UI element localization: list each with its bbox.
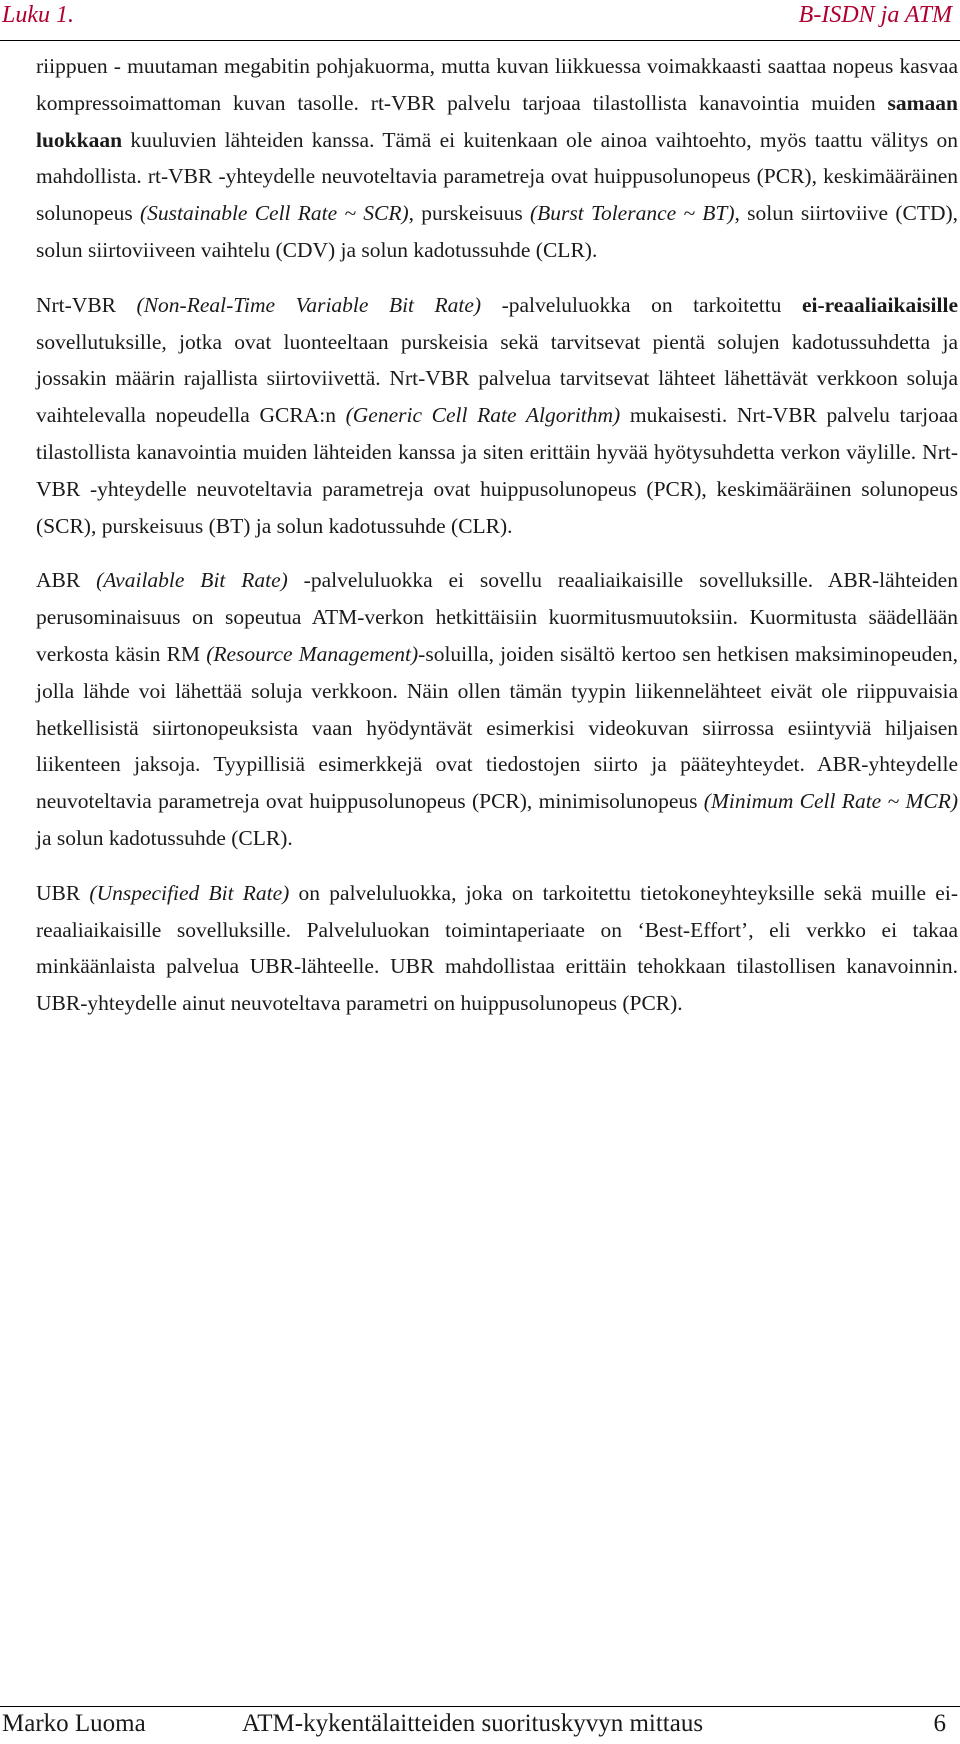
text-run: (Sustainable Cell Rate ~ SCR) bbox=[139, 201, 409, 226]
text-run: ei-reaaliaikaisille bbox=[801, 292, 958, 317]
text-run: (Generic Cell Rate Algorithm) bbox=[345, 403, 621, 428]
text-run: mukaisesti. Nrt-VBR palvelu tarjoaa tilastollista kanavointia muiden lähteiden kanssa ja siten erittäin hyvää hyötysuhdetta verkon väylille. Nrt-VBR -yhteydelle neuvoteltavia parametreja ovat huippusolunopeus (PCR), keskimääräinen solunopeus (SCR), purskeisuus (BT) ja solun kadotussuhde (CLR). bbox=[36, 403, 958, 538]
body-text bbox=[36, 48, 958, 1022]
text-run: -soluilla, joiden sisältö kertoo sen hetkisen maksiminopeuden, jolla lähde voi lähettää soluja verkkoon. Näin ollen tämän tyypin liikennelähteet eivät ole riippuvaisia hetkellisistä siirtonopeuksista vaan hyödyntävät esimerkisi videokuvan siirrossa esiintyviä hiljaisen liikenteen jaksoja. Tyypillisiä esimerkkejä ovat tiedostojen siirto ja pääteyhteydet. ABR-yhteydelle neuvoteltavia parametreja ovat huippusolunopeus (PCR), minimisolunopeus bbox=[36, 641, 959, 814]
page-footer bbox=[0, 1706, 960, 1744]
text-run: sovellutuksille, jotka ovat luonteeltaan purskeisia sekä tarvitsevat pientä solujen kadotussuhdetta ja jossakin määrin rajallista siirtoviivettä. Nrt-VBR palvelua tarvitsevat lähteet lähettävät verkkoon soluja vaihtelevalla nopeudella GCRA:n bbox=[36, 329, 958, 428]
paragraph-ubr bbox=[36, 875, 958, 1022]
text-run: (Minimum Cell Rate ~ MCR) bbox=[703, 789, 958, 814]
text-run: , purskeisuus bbox=[408, 201, 530, 226]
page-header bbox=[0, 0, 960, 41]
text-run: (Non-Real-Time Variable Bit Rate) bbox=[136, 292, 482, 317]
text-run: on palveluluokka, joka on tarkoitettu tietokoneyhteyksille sekä muille ei-reaaliaikaisille sovelluksille. Palveluluokan toimintaperiaate on ‘Best-Effort’, eli verkko ei takaa minkäänlaista palvelua UBR-lähteelle. UBR mahdollistaa erittäin tehokkaan tilastollisen kanavoinnin. UBR-yhteydelle ainut neuvoteltava parametri on huippusolunopeus (PCR). bbox=[36, 880, 958, 1016]
paragraph-abr bbox=[36, 562, 958, 856]
text-run: -palveluluokka ei sovellu reaaliaikaisille sovelluksille. ABR-lähteiden perusominaisuus on sopeutua ATM-verkon hetkittäisiin kuormitusmuutoksiin. Kuormitusta säädellään verkosta käsin RM bbox=[36, 568, 958, 666]
chapter-label: Luku 1. bbox=[2, 2, 74, 28]
text-run: Nrt-VBR bbox=[36, 292, 137, 317]
text-run: (Unspecified Bit Rate) bbox=[89, 880, 290, 905]
text-run: , solun siirtoviive (CTD), solun siirtoviiveen vaihtelu (CDV) ja solun kadotussuhde (CLR). bbox=[36, 201, 959, 262]
text-run: UBR bbox=[36, 880, 90, 905]
paragraph-rt-vbr bbox=[36, 48, 958, 269]
text-run: ABR bbox=[36, 568, 97, 593]
text-run: riippuen - muutaman megabitin pohjakuorma, mutta kuvan liikkuessa voimakkaasti saattaa nopeus kasvaa kompressoimattoman kuvan tasolle. rt-VBR palvelu tarjoaa tilastollista kanavointia muiden bbox=[36, 54, 958, 115]
text-run: samaan luokkaan bbox=[36, 90, 958, 152]
text-run: kuuluvien lähteiden kanssa. Tämä ei kuitenkaan ole ainoa vaihtoehto, myös taattu välitys on mahdollista. rt-VBR -yhteydelle neuvoteltavia parametreja ovat huippusolunopeus (PCR), keskimääräinen solunopeus bbox=[36, 127, 958, 226]
text-run: (Available Bit Rate) bbox=[96, 568, 288, 593]
section-label: B-ISDN ja ATM bbox=[798, 2, 952, 28]
text-run: (Resource Management) bbox=[206, 641, 419, 666]
text-run: (Burst Tolerance ~ BT) bbox=[529, 201, 735, 226]
paragraph-nrt-vbr bbox=[36, 287, 958, 545]
footer-title: ATM-kykentälaitteiden suorituskyvyn mittaus bbox=[242, 1710, 704, 1737]
footer-author: Marko Luoma bbox=[2, 1710, 146, 1737]
page-number: 6 bbox=[933, 1710, 946, 1737]
text-run: -palveluluokka on tarkoitettu bbox=[481, 292, 802, 317]
text-run: ja solun kadotussuhde (CLR). bbox=[36, 825, 293, 850]
